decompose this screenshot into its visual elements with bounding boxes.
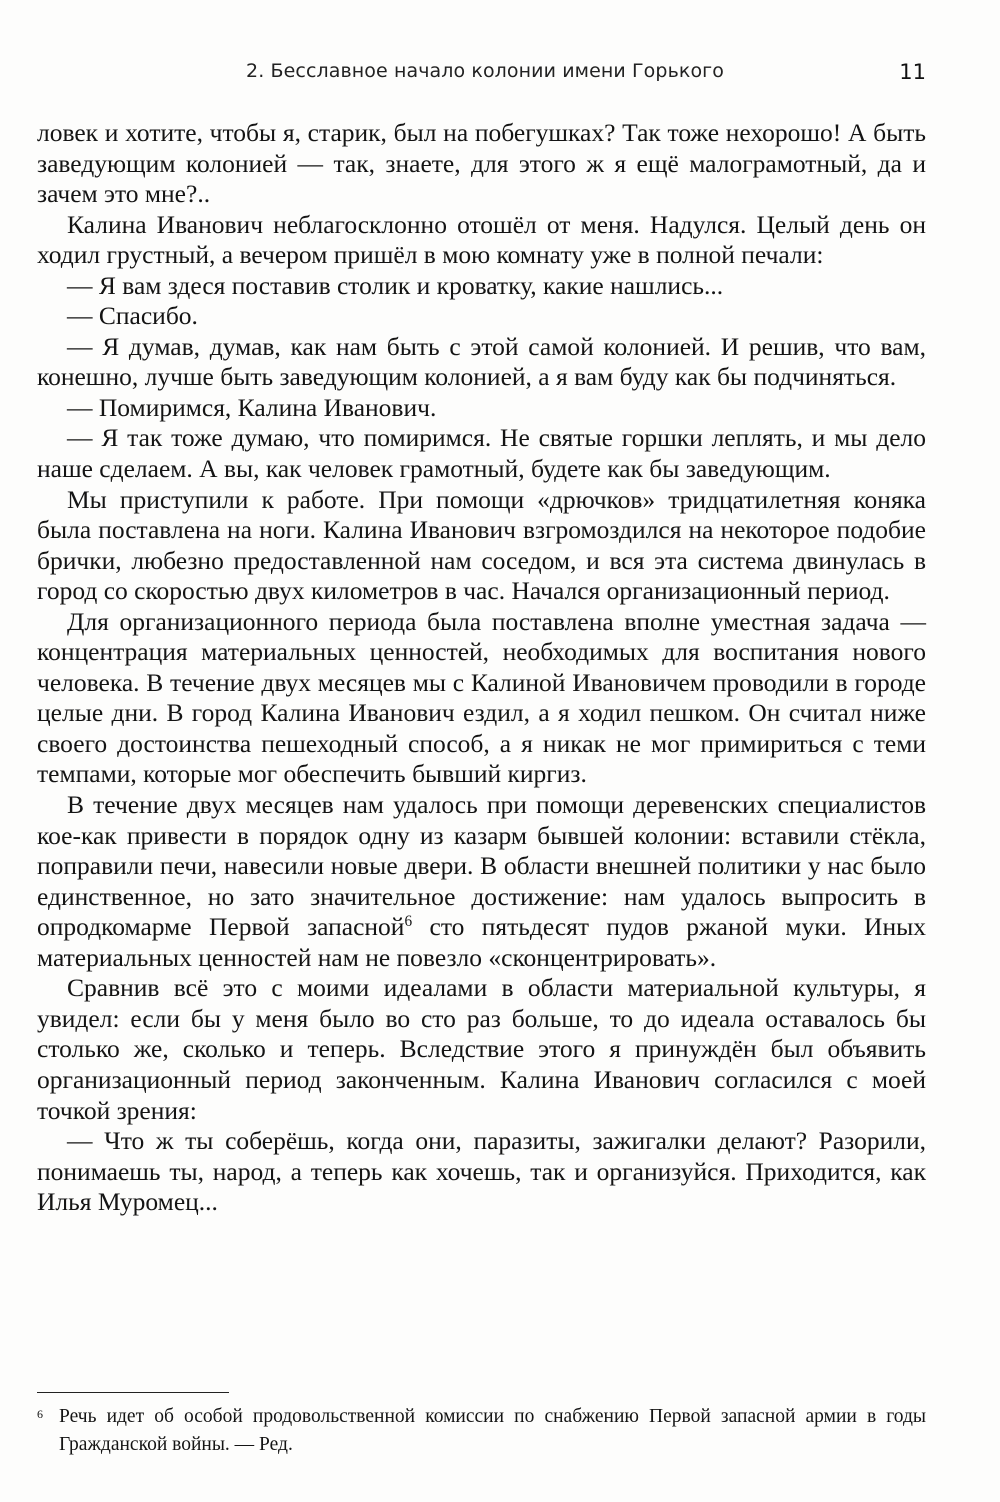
dialogue-line: — Спасибо. <box>67 301 198 331</box>
body-text <box>37 118 926 1218</box>
dialogue-line: — Я вам здеся поставив столик и кроватку, какие нашлись... <box>67 270 724 300</box>
dialogue-line: — Что ж ты соберёшь, когда они, паразиты, зажигалки делают? Разорили, понимаешь ты, народ, а теперь как хочешь, так и организуйся. Приходится, как Илья Муромец... <box>37 1126 926 1217</box>
footnote-entry <box>37 1403 926 1459</box>
paragraph-text: В течение двух месяцев нам удалось при помощи деревенских специалистов кое-как привести в порядок одну из казарм бывшей колонии: вставили стёкла, поправили печи, навесили новые двери. В области внешней политики у нас было единственное, но зато значительное достижение: нам удалось выпросить в опродкомарме Первой запасной <box>37 790 926 942</box>
paragraph: Для организационного периода была поставлена вполне уместная задача — концентрация материальных ценностей, необходимых для воспитания нового человека. В течение двух месяцев мы с Калиной Ивановичем проводили в городе целые дни. В город Калина Иванович ездил, а я ходил пешком. Он считал ниже своего достоинства пешеходный способ, а я никак не мог примириться с теми темпами, которые мог обеспечить бывший киргиз. <box>37 606 926 789</box>
footnote-text: Речь идет об особой продовольственной комиссии по снабжению Первой запасной армии в годы Гражданской войны. — Ред. <box>59 1406 926 1455</box>
footnote <box>37 1403 926 1459</box>
paragraph <box>37 790 926 973</box>
footnote-divider <box>37 1392 229 1393</box>
paragraph: Калина Иванович неблагосклонно отошёл от меня. Надулся. Целый день он ходил грустный, а вечером пришёл в мою комнату уже в полной печали: <box>37 209 926 270</box>
paragraph: Мы приступили к работе. При помощи «дрючков» тридцатилетняя коняка была поставлена на ноги. Калина Иванович взгромоздился на некоторое подобие брички, любезно предоставленной нам соседом, и вся эта система двинулась в город со скоростью двух километров в час. Начался организационный период. <box>37 484 926 606</box>
paragraph: Сравнив всё это с моими идеалами в области материальной культуры, я увидел: если бы у меня было во сто раз больше, то до идеала оставалось бы столько же, сколько и теперь. Вследствие этого я принуждён был объявить организационный период законченным. Калина Иванович согласился с моей точкой зрения: <box>37 973 926 1125</box>
footnote-marker: 6 <box>37 1407 43 1421</box>
running-title: 2. Бесславное начало колонии имени Горького <box>246 60 724 82</box>
footnote-reference[interactable]: 6 <box>404 913 413 931</box>
dialogue-line: — Помиримся, Калина Иванович. <box>67 392 437 422</box>
paragraph-text: сто пятьдесят пудов ржаной муки. Иных материальных ценностей нам не повезло «сконцентрировать». <box>37 912 927 972</box>
dialogue-line: — Я думав, думав, как нам быть с этой самой колонией. И решив, что вам, конешно, лучше быть заведующим колонией, а я вам буду как бы подчиняться. <box>37 331 926 392</box>
dialogue-line: — Я так тоже думаю, что помиримся. Не святые горшки леплять, и мы дело наше сделаем. А вы, как человек грамотный, будете как бы заведующим. <box>37 423 926 484</box>
paragraph: ловек и хотите, чтобы я, старик, был на побегушках? Так тоже нехорошо! А быть заведующим колонией — так, знаете, для этого ж я ещё малограмотный, да и зачем это мне?.. <box>37 118 926 209</box>
running-head <box>36 58 926 88</box>
page-number: 11 <box>899 60 926 84</box>
